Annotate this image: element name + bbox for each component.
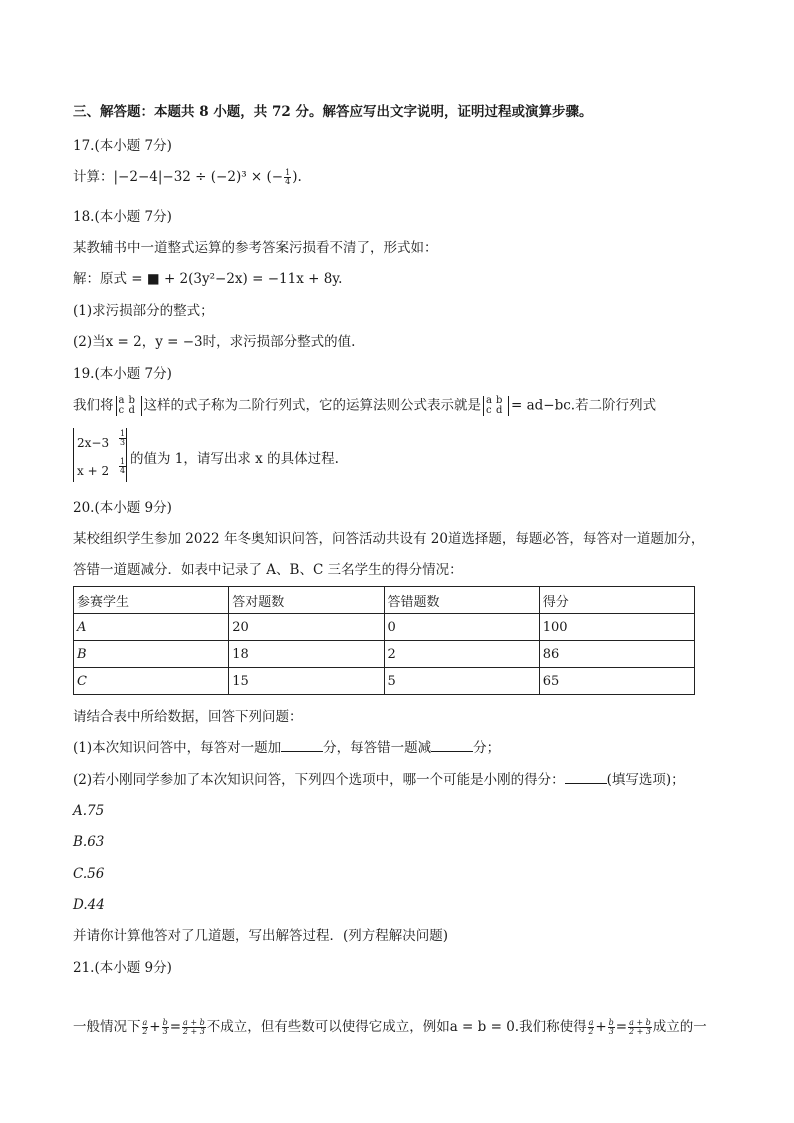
- option-b: B.63: [73, 834, 105, 850]
- table-row: B 18 2 86: [74, 641, 695, 668]
- answer-blank[interactable]: [431, 739, 473, 752]
- q20-line1: 某校组织学生参加 2022 年冬奥知识问答，问答活动共设有 20道选择题，每题必答，每答对一道题加分，: [73, 531, 705, 547]
- table-row: A 20 0 100: [74, 614, 695, 641]
- score-table: [73, 586, 695, 695]
- q18-title: 18.(本小题 7分): [73, 209, 172, 225]
- q20-line2: 答错一道题减分．如表中记录了 A、B、C 三名学生的得分情况：: [73, 562, 463, 578]
- option-a: A.75: [73, 803, 105, 819]
- q18-part2: (2)当x = 2，y = −3时，求污损部分整式的值.: [73, 334, 356, 350]
- option-c: C.56: [73, 866, 105, 882]
- q17-title: 17.(本小题 7分): [73, 138, 172, 154]
- table-header-row: 参赛学生 答对题数 答错题数 得分: [74, 587, 695, 614]
- q20-title: 20.(本小题 9分): [73, 500, 172, 516]
- q17-expression: 计算：|−2−4|−32 ÷ (−2)³ × (− $\frac{1}{4}$ ).: [73, 168, 302, 186]
- table-row: C 15 5 65: [74, 668, 695, 695]
- answer-blank[interactable]: [281, 739, 323, 752]
- q21-title: 21.(本小题 9分): [73, 960, 172, 976]
- q18-intro: 某教辅书中一道整式运算的参考答案污损看不清了，形式如：: [73, 240, 438, 256]
- det-example-2: a b c d: [483, 396, 509, 416]
- q19-text-2: 的值为 1，请写出求 x 的具体过程.: [130, 451, 339, 467]
- option-d: D.44: [73, 897, 105, 913]
- q20-final: 并请你计算他答对了几道题，写出解答过程．(列方程解决问题): [73, 928, 449, 944]
- section-heading: 三、解答题：本题共 8 小题，共 72 分。解答应写出文字说明，证明过程或演算步骤。: [73, 104, 593, 120]
- q17-fraction: $\frac{1}{4}$: [285, 168, 291, 186]
- q20-part1: (1)本次知识问答中，每答对一题加 分，每答错一题减 分；: [73, 740, 501, 756]
- q18-solution: 解：原式 = ■ + 2(3y²−2x) = −11x + 8y.: [73, 271, 343, 287]
- q19-determinant: 2x−3 $\frac{1}{3}$ x + 2 $\frac{1}{4}$: [73, 428, 127, 482]
- q19-title: 19.(本小题 7分): [73, 366, 172, 382]
- q20-prompt: 请结合表中所给数据，回答下列问题：: [73, 709, 303, 725]
- answer-blank[interactable]: [565, 771, 607, 784]
- q20-part2: (2)若小刚同学参加了本次知识问答，下列四个选项中，哪一个可能是小刚的得分： (填写选项)；: [73, 772, 685, 788]
- q19-text: 我们将 a b c d 这样的式子称为二阶行列式，它的运算法则公式表示就是 a b c d = ad−bc.若二阶行列式: [73, 395, 657, 416]
- q18-part1: (1)求污损部分的整式；: [73, 303, 214, 319]
- q21-text: 一般情况下 $\frac{a}{2}$ + $\frac{b}{3}$ = $\frac{a + b}{2 + 3}$ 不成立，但有些数可以使得它成立，例如a = b = 0.我们称使得 $\frac{a}{2}$ + $\frac{b}{3}$ = $\frac{a + b}{2 + 3}$ 成立的一: [73, 1018, 707, 1036]
- det-example-1: a b c d: [116, 396, 142, 416]
